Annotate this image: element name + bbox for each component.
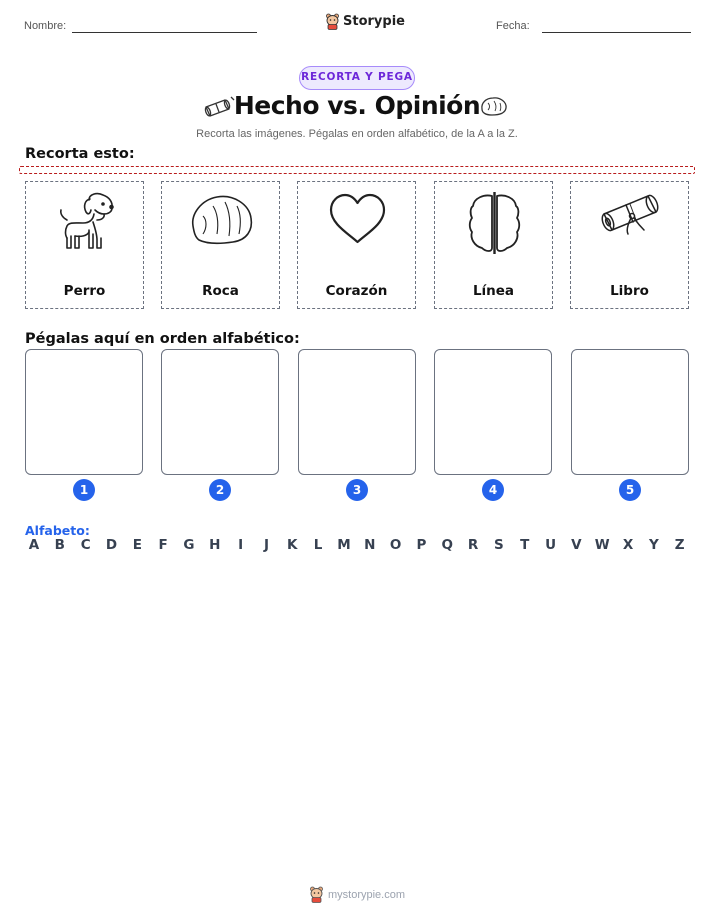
paste-slot-1[interactable] — [25, 349, 143, 475]
alphabet-letter: N — [364, 537, 376, 553]
date-line[interactable] — [542, 32, 691, 33]
alphabet-letter: V — [571, 537, 582, 553]
alphabet-letter: X — [622, 537, 634, 553]
card-label: Roca — [202, 283, 239, 299]
instructions-text: Recorta las imágenes. Pégalas en orden alfabético, de la A a la Z. — [196, 128, 518, 140]
cut-card-libro[interactable] — [570, 181, 689, 309]
alphabet-letter: O — [389, 537, 402, 553]
storypie-mascot-icon — [325, 13, 340, 30]
cut-card-perro[interactable] — [25, 181, 144, 309]
activity-badge: RECORTA Y PEGA — [299, 66, 415, 90]
footer — [0, 886, 714, 903]
alphabet-letter: S — [494, 537, 504, 553]
alphabet-letter: Y — [648, 537, 659, 553]
dog-icon — [53, 190, 118, 252]
date-label: Fecha: — [496, 20, 530, 32]
name-label: Nombre: — [24, 20, 67, 32]
alphabet-letter: C — [80, 537, 91, 553]
alphabet-letter: P — [416, 537, 427, 553]
alphabet-label: Alfabeto: — [25, 523, 90, 538]
alphabet-letter: W — [594, 537, 610, 553]
cut-line — [19, 166, 695, 174]
scroll-icon — [598, 190, 663, 252]
rock-icon — [189, 190, 254, 252]
cut-card-corazon[interactable] — [297, 181, 416, 309]
rock-icon — [479, 95, 509, 117]
alphabet-letter: H — [209, 537, 221, 553]
card-label: Corazón — [325, 283, 388, 299]
slot-number-1: 1 — [73, 479, 95, 501]
alphabet-letter: I — [238, 537, 244, 553]
alphabet-letter: U — [545, 537, 557, 553]
slot-number-2: 2 — [209, 479, 231, 501]
alphabet-letter: G — [183, 537, 195, 553]
slot-number-4: 4 — [482, 479, 504, 501]
paste-slot-4[interactable] — [434, 349, 552, 475]
alphabet-letter: J — [263, 537, 269, 553]
card-label: Línea — [472, 283, 515, 299]
cut-card-roca[interactable] — [161, 181, 280, 309]
page-title: Hecho vs. Opinión — [233, 91, 481, 120]
storypie-mascot-icon — [309, 886, 324, 903]
alphabet-letter: L — [313, 537, 323, 553]
alphabet-letter: T — [520, 537, 530, 553]
card-label: Libro — [610, 283, 649, 299]
cut-card-linea[interactable] — [434, 181, 553, 309]
footer-url[interactable]: mystorypie.com — [327, 888, 406, 901]
alphabet-letter: R — [467, 537, 479, 553]
paste-section-label: Pégalas aquí en orden alfabético: — [25, 331, 300, 347]
logo — [325, 13, 405, 30]
slot-number-5: 5 — [619, 479, 641, 501]
alphabet-letter: D — [105, 537, 118, 553]
alphabet-letter: B — [54, 537, 65, 553]
alphabet-letter: A — [28, 537, 40, 553]
alphabet-letter: Q — [441, 537, 453, 553]
cut-section-label: Recorta esto: — [25, 146, 135, 162]
heart-icon — [325, 190, 390, 252]
name-line[interactable] — [72, 32, 257, 33]
line-icon — [462, 190, 527, 256]
paste-slot-2[interactable] — [161, 349, 279, 475]
paste-slot-3[interactable] — [298, 349, 416, 475]
alphabet-letter: F — [158, 537, 168, 553]
alphabet-letter: K — [287, 537, 298, 553]
logo-text: Storypie — [343, 14, 405, 29]
slot-number-3: 3 — [346, 479, 368, 501]
alphabet-letter: E — [132, 537, 142, 553]
alphabet-letter: Z — [674, 537, 685, 553]
card-label: Perro — [63, 283, 106, 299]
paste-slot-5[interactable] — [571, 349, 689, 475]
alphabet-row — [25, 537, 689, 553]
alphabet-letter: M — [337, 537, 351, 553]
